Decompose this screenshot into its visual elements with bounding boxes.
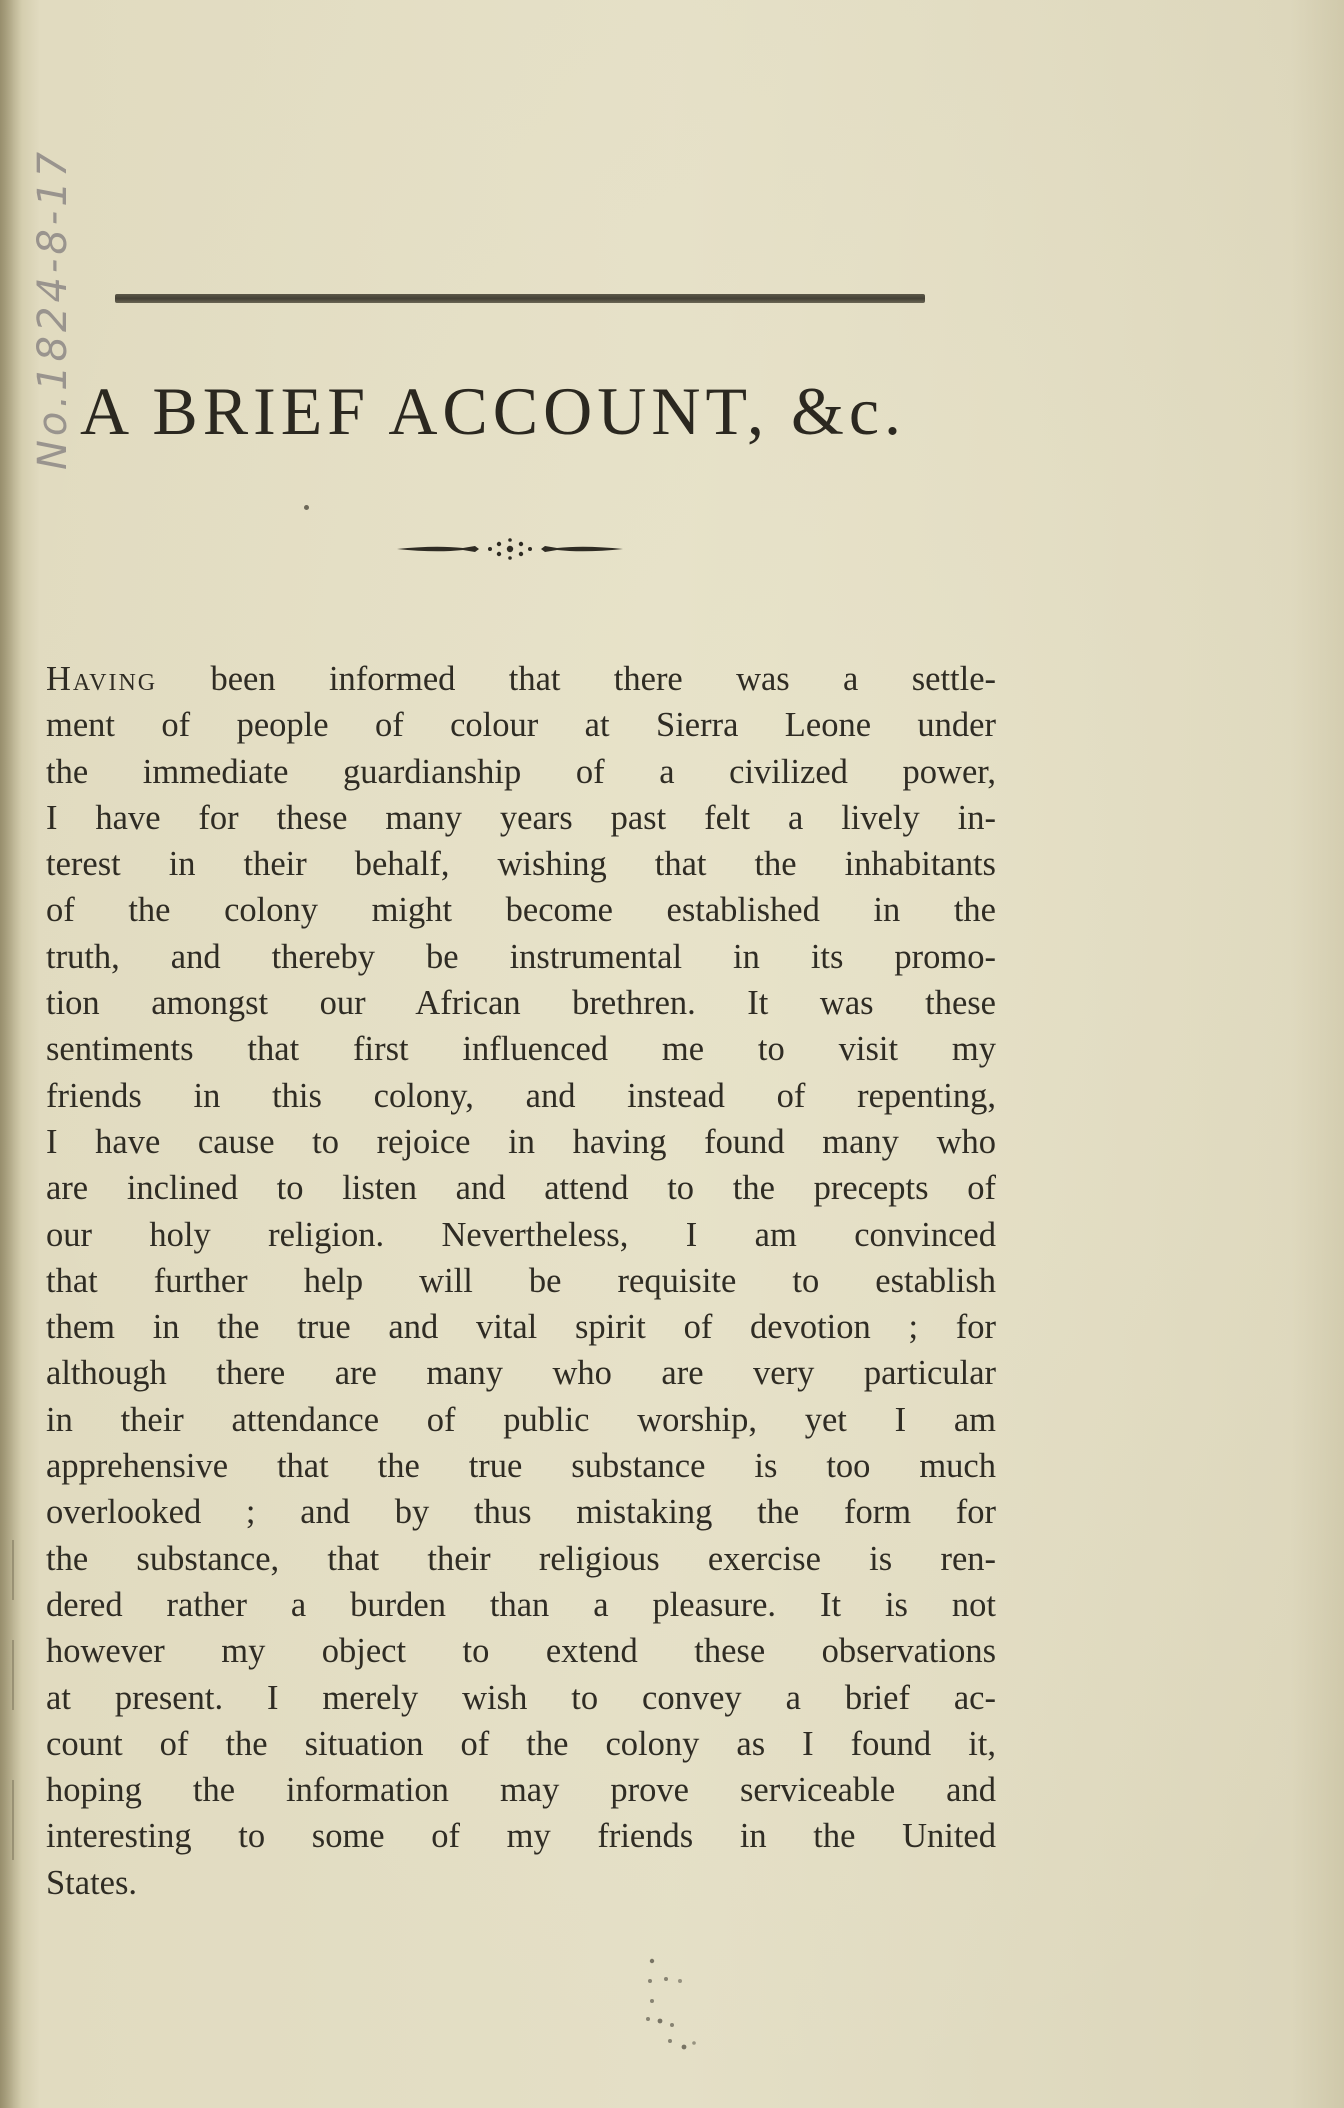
text-line: States. — [46, 1863, 138, 1902]
text-line: Having been informed that there was a settle- — [46, 660, 996, 698]
margin-mark — [12, 1640, 14, 1710]
ornament-divider — [395, 536, 625, 562]
text-line: count of the situation of the colony as I found it, — [46, 1724, 996, 1763]
text-line: the immediate guardianship of a civilized power, — [46, 752, 996, 791]
text-line: our holy religion. Nevertheless, I am convinced — [46, 1215, 996, 1254]
text-line: ment of people of colour at Sierra Leone under — [46, 706, 996, 745]
text-line: overlooked ; and by thus mistaking the form for — [46, 1493, 996, 1532]
text-line: although there are many who are very particular — [46, 1354, 996, 1393]
page-title: A BRIEF ACCOUNT, &c. — [80, 373, 907, 449]
text-line: truth, and thereby be instrumental in its promo- — [46, 937, 996, 976]
margin-mark — [12, 1540, 14, 1600]
ink-dots-decoration — [640, 1955, 730, 2075]
page-edge-shadow — [0, 0, 22, 2108]
handwritten-shelfmark: No.1824-8-17 — [30, 147, 76, 470]
body-paragraph — [46, 656, 996, 1906]
text-line: that further help will be requisite to establish — [46, 1261, 996, 1300]
text-line: however my object to extend these observations — [46, 1632, 996, 1671]
text-line: at present. I merely wish to convey a brief ac- — [46, 1678, 996, 1717]
text-line: the substance, that their religious exercise is ren- — [46, 1539, 996, 1578]
text-line: friends in this colony, and instead of repenting, — [46, 1076, 996, 1115]
text-line: I have for these many years past felt a lively in- — [46, 798, 996, 837]
text-line: them in the true and vital spirit of devotion ; for — [46, 1308, 996, 1347]
text-line: apprehensive that the true substance is too much — [46, 1447, 996, 1486]
lead-word: Having — [46, 660, 158, 698]
text-line: hoping the information may prove serviceable and — [46, 1771, 996, 1810]
text-line: of the colony might become established in the — [46, 891, 996, 930]
text-line: dered rather a burden than a pleasure. It is not — [46, 1585, 996, 1624]
header-rule — [115, 294, 925, 303]
text-line: in their attendance of public worship, yet I am — [46, 1400, 996, 1439]
text-line: interesting to some of my friends in the United — [46, 1817, 996, 1856]
ink-speck — [304, 505, 309, 510]
text-line: are inclined to listen and attend to the precepts of — [46, 1169, 996, 1208]
text-line: I have cause to rejoice in having found many who — [46, 1122, 996, 1161]
margin-mark — [12, 1780, 14, 1860]
text-line: tion amongst our African brethren. It was these — [46, 984, 996, 1023]
text-line: terest in their behalf, wishing that the inhabitants — [46, 845, 996, 884]
text-line: sentiments that first influenced me to visit my — [46, 1030, 996, 1069]
